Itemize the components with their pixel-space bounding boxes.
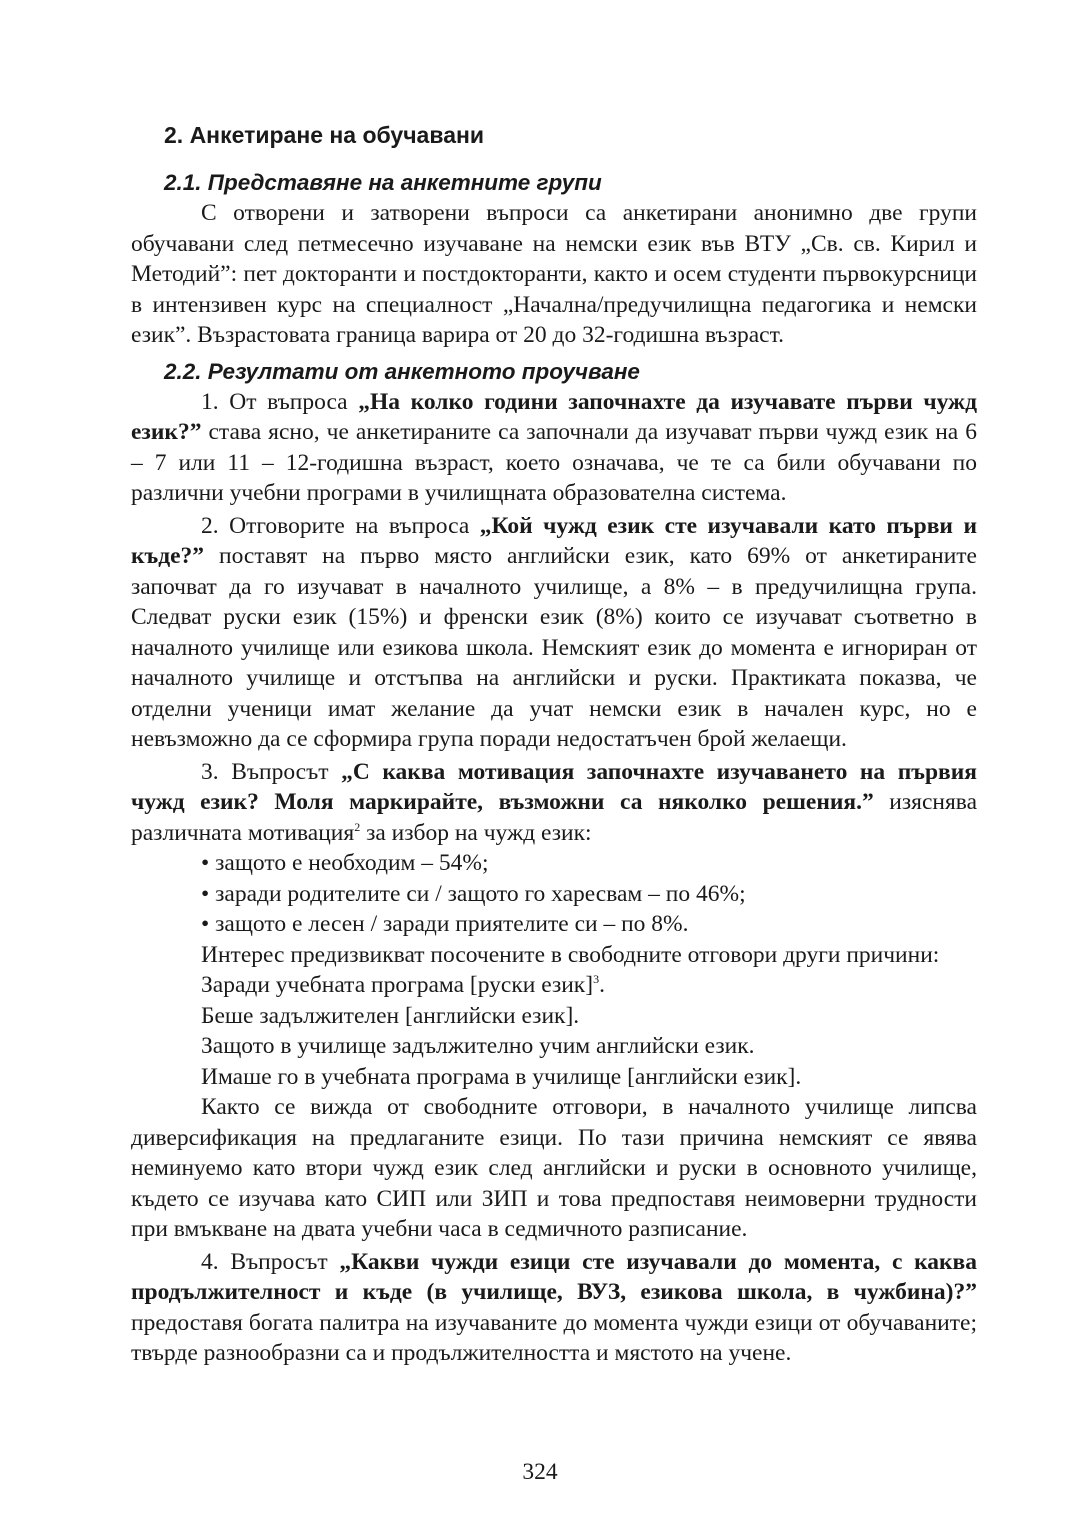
question-2-text: „Кой чужд език сте изучавали като първи и къде?” (131, 512, 977, 569)
question-3-text: „С каква мотивация започнахте изучаването на първия чужд език? Моля маркирайте, възможни са няколко решения.” (131, 758, 977, 815)
paragraph-groups: С отворени и затворени въпроси са анкетирани анонимно две групи обучавани след петмесечно изучаване на немски език във ВТУ „Св. св. Кирил и Методий”: пет докторанти и постдокторанти, както и осем студенти първокурсници в интензивен курс на специалност „Начална/предучилищна педагогика и немски език”. Възрастовата граница варира от 20 до 32-годишна възраст. (131, 200, 977, 348)
question-3-prefix: 3. Въпросът (201, 758, 342, 785)
question-3-answer-end: за избор на чужд език: (360, 819, 592, 846)
question-2-prefix: 2. Отговорите на въпроса (201, 512, 480, 539)
free-answer-period: . (599, 972, 605, 998)
paragraph-question-1 (131, 387, 977, 509)
list-item: • заради родителите си / защото го харесвам – по 46%; (201, 879, 977, 910)
paragraph-question-4 (131, 1247, 977, 1369)
subsection-heading-results: 2.2. Резултати от анкетното проучване (164, 358, 640, 384)
paragraph-question-2 (131, 511, 977, 755)
footnote-marker: 2 (354, 819, 361, 834)
question-1-text: „На колко години започнахте да изучавате първи чужд език?” (131, 388, 977, 445)
question-3-answer: изяснява различната мотивация (131, 789, 978, 846)
section-heading: 2. Анкетиране на обучавани (164, 122, 485, 148)
question-4-text: „Какви чужди езици сте изучавали до момента, с каква продължителност и къде (в училище, ВУЗ, езикова школа, в чужбина)?” (131, 1248, 978, 1305)
free-answer-text: Заради учебната програма [руски език] (201, 972, 594, 998)
subsection-heading-groups: 2.1. Представяне на анкетните групи (164, 170, 602, 195)
free-answers-intro: Интерес предизвикват посочените в свободните отговори други причини: (201, 941, 940, 968)
paragraph-question-3 (131, 757, 977, 849)
motivation-list (131, 848, 977, 940)
question-4-answer: предоставя богата палитра на изучаваните до момента чужди езици от обучаваните; твърде разнообразни са и продължителността и мястото на учене. (131, 1309, 977, 1366)
question-1-answer: става ясно, че анкетираните са започнали да изучават първи чужд език на 6 – 7 или 11 – 12-годишна възраст, което означава, че те са били обучавани по различни учебни програми в училищната образователна система. (131, 419, 977, 506)
footnote-marker: 3 (593, 972, 600, 986)
page-body (131, 112, 977, 1369)
page-number: 324 (522, 1459, 558, 1485)
paragraph-conclusion: Както се вижда от свободните отговори, в началното училище липсва диверсификация на предлаганите езици. По тази причина немският се явява неминуемо като втори чужд език след английски и руски в основното училище, където се изучава като СИП или ЗИП и това предпоставя неимоверни трудности при вмъкване на двата учебни часа в седмичното разписание. (131, 1094, 977, 1242)
free-answer: Имаше го в учебната програма в училище [английски език]. (201, 1063, 802, 1090)
free-answer (131, 970, 977, 1001)
free-answer: Защото в училище задължително учим английски език. (201, 1033, 755, 1059)
list-item: • защото е лесен / заради приятелите си – по 8%. (201, 909, 977, 940)
question-1-prefix: 1. От въпроса (201, 388, 359, 415)
free-answer: Беше задължителен [английски език]. (201, 1002, 580, 1029)
question-2-answer: поставят на първо място английски език, като 69% от анкетираните започват да го изучават в началното училище, а 8% – в предучилищна група. Следват руски език (15%) и френски език (8%) които се изучават съответно в началното училище или езикова школа. Немският език до момента е игнориран от началното училище и отстъпва на английски и руски. Практиката показва, че отделни ученици имат желание да учат немски език в начален курс, но е невъзможно да се сформира група поради недостатъчен брой желаещи. (131, 543, 977, 752)
list-item: • защото е необходим – 54%; (201, 848, 977, 879)
question-4-prefix: 4. Въпросът (201, 1248, 340, 1275)
